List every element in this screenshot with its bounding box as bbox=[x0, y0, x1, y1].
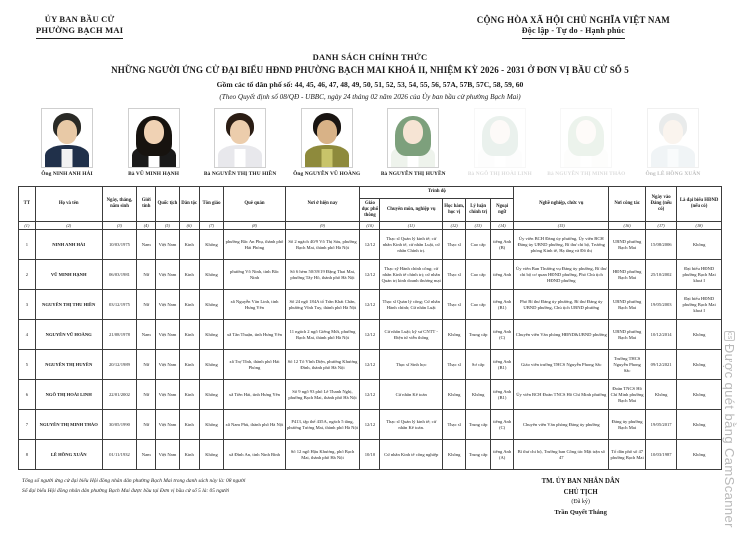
cell-academic: Thạc sĩ bbox=[442, 350, 465, 380]
cell-address: Số 9 ngõ 93 phố Lê Thanh Nghị, phường Bạch Mai, thành phố Hà Nội bbox=[285, 380, 360, 410]
table-row bbox=[19, 320, 722, 350]
cell-delegate: Không bbox=[677, 410, 722, 440]
cell-major: Thạc sĩ Sinh học bbox=[380, 350, 442, 380]
cell-tt: 4 bbox=[19, 320, 36, 350]
column-number: (4) bbox=[137, 222, 156, 230]
cell-ethnicity: Kinh bbox=[179, 410, 199, 440]
column-number: (15) bbox=[514, 222, 609, 230]
cell-nationality: Việt Nam bbox=[156, 290, 179, 320]
ward-name: PHƯỜNG BẠCH MAI bbox=[36, 25, 123, 38]
cell-education: 12/12 bbox=[360, 350, 380, 380]
cell-party-date: 09/12/2021 bbox=[646, 350, 677, 380]
cell-delegate: Không bbox=[677, 440, 722, 470]
cell-ethnicity: Kinh bbox=[179, 440, 199, 470]
cell-religion: Không bbox=[199, 350, 224, 380]
cell-education: 12/12 bbox=[360, 260, 380, 290]
cell-job: Ủy viên Ban Thường vụ Đảng ủy phường, Bí thư chi bộ cơ quan HĐND phường, Phó Chủ tịch HĐND phường bbox=[514, 260, 609, 290]
col-hometown: Quê quán bbox=[224, 187, 285, 222]
cell-language: tiếng Anh (B1) bbox=[490, 380, 513, 410]
document-title: DANH SÁCH CHÍNH THỨC bbox=[312, 51, 428, 62]
photo-face bbox=[403, 120, 423, 144]
cell-address: P413, tập thể 435A, ngách 5 tầng, phường Tương Mai, thành phố Hà Nội bbox=[285, 410, 360, 440]
column-number: (5) bbox=[156, 222, 179, 230]
cell-workplace: UBND phường Bạch Mai bbox=[609, 290, 646, 320]
column-number: (6) bbox=[179, 222, 199, 230]
cell-nationality: Việt Nam bbox=[156, 320, 179, 350]
cell-workplace: Đoàn TNCS Hồ Chí Minh phường Bạch Mai bbox=[609, 380, 646, 410]
cell-name: NINH ANH HẢI bbox=[35, 230, 102, 260]
national-motto: Độc lập - Tự do - Hạnh phúc bbox=[477, 26, 670, 39]
photo-collar bbox=[321, 149, 332, 167]
cell-language: tiếng Anh (B) bbox=[490, 230, 513, 260]
table-row bbox=[19, 230, 722, 260]
cell-language: tiếng Anh (B1) bbox=[490, 290, 513, 320]
cell-language: tiếng Anh (C) bbox=[490, 320, 513, 350]
cell-job: Bí thư chi bộ, Trưởng ban Công tác Mặt trận số 47 bbox=[514, 440, 609, 470]
candidate-photo bbox=[301, 108, 353, 168]
cell-hometown: xã Nguyễn Văn Linh, tỉnh Hưng Yên bbox=[224, 290, 285, 320]
table-head bbox=[19, 187, 722, 230]
column-number: (10) bbox=[360, 222, 380, 230]
candidate-photo-caption: Ông NINH ANH HẢI bbox=[41, 171, 93, 178]
candidate-photo-caption: Bà NGUYỄN THỊ THU HIỀN bbox=[203, 171, 277, 178]
cell-name: VŨ MINH HẠNH bbox=[35, 260, 102, 290]
photo-face bbox=[576, 120, 596, 144]
table-row bbox=[19, 290, 722, 320]
cell-job: Phó Bí thư Đảng ủy phường, Bí thư Đảng ủy UBND phường, Chủ tịch UBND phường bbox=[514, 290, 609, 320]
cell-religion: Không bbox=[199, 320, 224, 350]
cell-politics: Trung cấp bbox=[466, 410, 491, 440]
table-row bbox=[19, 260, 722, 290]
cell-name: LÊ HỒNG XUÂN bbox=[35, 440, 102, 470]
cell-religion: Không bbox=[199, 260, 224, 290]
cell-tt: 2 bbox=[19, 260, 36, 290]
cell-language: tiếng Anh bbox=[490, 260, 513, 290]
candidate-photo bbox=[560, 108, 612, 168]
photo-collar bbox=[62, 149, 73, 167]
cell-academic: Không bbox=[442, 320, 465, 350]
col-language: Ngoại ngữ bbox=[490, 198, 513, 222]
document-subtitle: NHỮNG NGƯỜI ỨNG CỬ ĐẠI BIỂU HĐND PHƯỜNG BẠCH MAI KHOÁ II, NHIỆM KỲ 2026 - 2031 Ở ĐƠN VỊ BẦU CỬ SỐ 5 bbox=[111, 64, 629, 75]
column-number: (14) bbox=[490, 222, 513, 230]
col-education: Giáo dục phổ thông bbox=[360, 198, 380, 222]
col-nationality: Quốc tịch bbox=[156, 187, 179, 222]
cell-name: NGUYỄN THỊ THU HIỀN bbox=[35, 290, 102, 320]
cell-education: 12/12 bbox=[360, 320, 380, 350]
cell-religion: Không bbox=[199, 290, 224, 320]
cell-major: Thạc sĩ Quản lý kinh tế; cử nhân Kinh tế, cử nhân Luật, cử nhân Chính trị. bbox=[380, 230, 442, 260]
camscanner-badge: cs bbox=[726, 332, 733, 340]
cell-dob: 10/03/1975 bbox=[102, 230, 137, 260]
footer-summary bbox=[22, 477, 412, 518]
cell-education: 10/10 bbox=[360, 440, 380, 470]
cell-hometown: xã Nam Phù, thành phố Hà Nội bbox=[224, 410, 285, 440]
cell-politics: Trung cấp bbox=[466, 320, 491, 350]
cell-address: 11 ngách 2 ngõ Giếng Mứt, phường Bạch Mai, thành phố Hà Nội bbox=[285, 320, 360, 350]
cell-major: Thạc sỹ Hành chính công; cử nhân Kinh tế chính trị; cử nhân Quản trị kinh doanh thương mại bbox=[380, 260, 442, 290]
cell-delegate: Không bbox=[677, 350, 722, 380]
column-number: (7) bbox=[199, 222, 224, 230]
cell-tt: 5 bbox=[19, 350, 36, 380]
cell-delegate: Không bbox=[677, 320, 722, 350]
cell-job: Ủy viên BCH Đảng ủy phường, Ủy viên BCH Đảng ủy UBND phường, Bí thư chi bộ, Trưởng phòng Kinh tế, Hạ tầng và Đô thị bbox=[514, 230, 609, 260]
col-ethnicity: Dân tộc bbox=[179, 187, 199, 222]
table-body bbox=[19, 230, 722, 470]
col-sex: Giới tính bbox=[137, 187, 156, 222]
cell-nationality: Việt Nam bbox=[156, 260, 179, 290]
candidate-card bbox=[197, 108, 283, 180]
cell-tt: 8 bbox=[19, 440, 36, 470]
cell-major: Cử nhân Kinh tế công nghiệp bbox=[380, 440, 442, 470]
candidate-photo bbox=[647, 108, 699, 168]
cell-education: 12/12 bbox=[360, 230, 380, 260]
cell-nationality: Việt Nam bbox=[156, 230, 179, 260]
cell-ethnicity: Kinh bbox=[179, 350, 199, 380]
cell-major: Cử nhân Luật; kỹ sư CNTT - Điện tử viễn thông bbox=[380, 320, 442, 350]
cell-ethnicity: Kinh bbox=[179, 380, 199, 410]
cell-address: Số 6 hẻm 50/39/19 Đặng Thai Mai, phường Tây Hồ, thành phố Hà Nội bbox=[285, 260, 360, 290]
cell-dob: 30/05/1990 bbox=[102, 410, 137, 440]
column-number: (16) bbox=[609, 222, 646, 230]
cell-politics: Cao cấp bbox=[466, 260, 491, 290]
candidate-photo-caption: Ông NGUYỄN VŨ HOÀNG bbox=[293, 171, 361, 178]
cell-sex: Nữ bbox=[137, 350, 156, 380]
col-party-date: Ngày vào Đảng (nếu có) bbox=[646, 187, 677, 222]
col-name: Họ và tên bbox=[35, 187, 102, 222]
candidate-photo-caption: Bà NGUYỄN THỊ HUYỀN bbox=[380, 171, 446, 178]
cell-sex: Nam bbox=[137, 440, 156, 470]
header-group-row bbox=[19, 187, 722, 198]
cell-major: Cử nhân Kế toán bbox=[380, 380, 442, 410]
cell-party-date: 15/08/2006 bbox=[646, 230, 677, 260]
cell-academic: Không bbox=[442, 440, 465, 470]
candidate-photo-caption: Bà NGÔ THỊ HOÀI LINH bbox=[467, 171, 532, 178]
table-row bbox=[19, 410, 722, 440]
column-number: (8) bbox=[224, 222, 285, 230]
candidate-photo bbox=[41, 108, 93, 168]
cell-party-date: 19/05/2017 bbox=[646, 410, 677, 440]
signature-position: CHỦ TỊCH bbox=[563, 488, 598, 496]
cell-hometown: xã Đình An, tỉnh Ninh Bình bbox=[224, 440, 285, 470]
cell-job: Ủy viên BCH Đoàn TNCS Hồ Chí Minh phường bbox=[514, 380, 609, 410]
header-left-block bbox=[36, 14, 123, 39]
candidate-photo-strip bbox=[18, 108, 722, 180]
column-number: (3) bbox=[102, 222, 137, 230]
candidate-photo bbox=[387, 108, 439, 168]
candidate-photo-caption: Bà VŨ MINH HẠNH bbox=[128, 171, 180, 178]
cell-language: tiếng Anh (C) bbox=[490, 410, 513, 440]
candidate-photo bbox=[128, 108, 180, 168]
cell-address: Số 12 Tô Vĩnh Diện, phường Khương Đình, thành phố Hà Nội bbox=[285, 350, 360, 380]
decision-reference: (Theo Quyết định số 08/QĐ - UBBC, ngày 24 tháng 02 năm 2026 của Ủy ban bầu cử phường Bạch Mai) bbox=[219, 92, 521, 101]
column-number: (1) bbox=[19, 222, 36, 230]
cell-academic: Thạc sĩ bbox=[442, 410, 465, 440]
cell-hometown: xã Tiền Hải, tỉnh Hưng Yên bbox=[224, 380, 285, 410]
cell-name: NGUYỄN THỊ MINH THẢO bbox=[35, 410, 102, 440]
signature-org: TM. ỦY BAN NHÂN DÂN bbox=[541, 478, 620, 486]
photo-collar bbox=[235, 149, 246, 167]
cell-sex: Nữ bbox=[137, 410, 156, 440]
cell-academic: Thạc sĩ bbox=[442, 260, 465, 290]
col-job: Nghề nghiệp, chức vụ bbox=[514, 187, 609, 222]
cell-tt: 7 bbox=[19, 410, 36, 440]
photo-face bbox=[490, 120, 510, 144]
cell-language: tiếng Anh (A) bbox=[490, 440, 513, 470]
cell-ethnicity: Kinh bbox=[179, 260, 199, 290]
candidate-photo bbox=[474, 108, 526, 168]
col-politics: Lý luận chính trị bbox=[466, 198, 491, 222]
cell-tt: 3 bbox=[19, 290, 36, 320]
seats-note: Số đại biểu Hội đồng nhân dân phường Bạch Mai được bầu tại Đơn vị bầu cử số 5 là: 05 người bbox=[22, 487, 229, 494]
photo-collar bbox=[667, 149, 678, 167]
candidate-card bbox=[24, 108, 110, 180]
cell-name: NGUYỄN VŨ HOÀNG bbox=[35, 320, 102, 350]
cell-academic: Thạc sĩ bbox=[442, 230, 465, 260]
column-number: (13) bbox=[466, 222, 491, 230]
col-dob: Ngày, tháng, năm sinh bbox=[102, 187, 137, 222]
camscanner-watermark bbox=[722, 331, 737, 528]
column-number: (17) bbox=[646, 222, 677, 230]
cell-party-date: 10/03/1987 bbox=[646, 440, 677, 470]
cell-party-date: Không bbox=[646, 380, 677, 410]
signature-signed-note: (Đã ký) bbox=[571, 499, 590, 506]
cell-education: 12/12 bbox=[360, 380, 380, 410]
column-number: (12) bbox=[442, 222, 465, 230]
document-header bbox=[18, 14, 722, 39]
cell-hometown: phường Võ Ninh, tỉnh Bắc Ninh bbox=[224, 260, 285, 290]
cell-language: tiếng Anh (B1) bbox=[490, 350, 513, 380]
cell-religion: Không bbox=[199, 380, 224, 410]
cell-name: NGÔ THỊ HOÀI LINH bbox=[35, 380, 102, 410]
photo-face bbox=[317, 120, 337, 144]
camscanner-text: Được quét bằng CamScanner bbox=[722, 343, 737, 528]
column-number-row bbox=[19, 222, 722, 230]
col-religion: Tôn giáo bbox=[199, 187, 224, 222]
cell-ethnicity: Kinh bbox=[179, 230, 199, 260]
candidate-card bbox=[630, 108, 716, 180]
cell-delegate: Đại biểu HĐND phường Bạch Mai khoá I bbox=[677, 260, 722, 290]
photo-face bbox=[144, 120, 164, 144]
cell-politics: Trung cấp bbox=[466, 440, 491, 470]
candidate-card bbox=[284, 108, 370, 180]
col-academic: Học hàm, học vị bbox=[442, 198, 465, 222]
candidate-photo-caption: Ông LÊ HỒNG XUÂN bbox=[645, 171, 701, 178]
cell-education: 12/12 bbox=[360, 290, 380, 320]
cell-politics: Cao cấp bbox=[466, 230, 491, 260]
cell-workplace: HĐND phường Bạch Mai bbox=[609, 260, 646, 290]
cell-job: Chuyên viên Văn phòng Đảng ủy phường bbox=[514, 410, 609, 440]
residential-groups: Gồm các tổ dân phố số: 44, 45, 46, 47, 48, 49, 50, 51, 52, 53, 54, 55, 56, 57A, 57B, 57C, 58, 59, 60 bbox=[216, 80, 524, 90]
col-major: Chuyên môn, nghiệp vụ bbox=[380, 198, 442, 222]
cell-dob: 03/12/1975 bbox=[102, 290, 137, 320]
photo-face bbox=[230, 120, 250, 144]
cell-address: Số 24 ngõ 184A tổ Trần Khát Chân, phường Vĩnh Tuy, thành phố Hà Nội bbox=[285, 290, 360, 320]
col-workplace: Nơi công tác bbox=[609, 187, 646, 222]
cell-academic: Thạc sĩ bbox=[442, 290, 465, 320]
cell-dob: 06/03/1981 bbox=[102, 260, 137, 290]
cell-nationality: Việt Nam bbox=[156, 380, 179, 410]
cell-religion: Không bbox=[199, 410, 224, 440]
total-candidates-note: Tổng số người ứng cử đại biểu Hội đồng nhân dân phường Bạch Mai trong danh sách này là: 08 người bbox=[22, 478, 246, 485]
col-tt: TT bbox=[19, 187, 36, 222]
header-right-block bbox=[477, 14, 670, 39]
national-title: CỘNG HÒA XÃ HỘI CHỦ NGHĨA VIỆT NAM bbox=[476, 15, 670, 25]
cell-delegate: Đại biểu HĐND phường Bạch Mai khoá I bbox=[677, 290, 722, 320]
cell-dob: 22/01/2002 bbox=[102, 380, 137, 410]
candidate-photo-caption: Bà NGUYỄN THỊ MINH THẢO bbox=[547, 171, 626, 178]
cell-politics: Không bbox=[466, 380, 491, 410]
committee-name: ỦY BAN BẦU CỬ bbox=[44, 14, 115, 24]
cell-tt: 6 bbox=[19, 380, 36, 410]
cell-politics: Cao cấp bbox=[466, 290, 491, 320]
cell-religion: Không bbox=[199, 440, 224, 470]
cell-workplace: Tổ dân phố số 47 phường Bạch Mai bbox=[609, 440, 646, 470]
photo-face bbox=[663, 120, 683, 144]
cell-workplace: Trường THCS Nguyễn Phong Sắc bbox=[609, 350, 646, 380]
candidate-card bbox=[111, 108, 197, 180]
cell-nationality: Việt Nam bbox=[156, 410, 179, 440]
cell-workplace: UBND phường Bạch Mai bbox=[609, 320, 646, 350]
cell-major: Thạc sĩ Quản lý kinh tế; cử nhân Kế toán. bbox=[380, 410, 442, 440]
candidate-card bbox=[457, 108, 543, 180]
cell-nationality: Việt Nam bbox=[156, 440, 179, 470]
cell-nationality: Việt Nam bbox=[156, 350, 179, 380]
cell-tt: 1 bbox=[19, 230, 36, 260]
candidate-roster-table bbox=[18, 186, 722, 470]
cell-party-date: 19/05/2003 bbox=[646, 290, 677, 320]
cell-dob: 01/11/1932 bbox=[102, 440, 137, 470]
cell-name: NGUYỄN THỊ HUYỀN bbox=[35, 350, 102, 380]
cell-hometown: xã Tân Thuận, tỉnh Hưng Yên bbox=[224, 320, 285, 350]
cell-sex: Nữ bbox=[137, 380, 156, 410]
candidate-card bbox=[543, 108, 629, 180]
cell-delegate: Không bbox=[677, 230, 722, 260]
cell-ethnicity: Kinh bbox=[179, 290, 199, 320]
cell-sex: Nữ bbox=[137, 260, 156, 290]
table-row bbox=[19, 350, 722, 380]
cell-party-date: 25/10/2002 bbox=[646, 260, 677, 290]
column-number: (9) bbox=[285, 222, 360, 230]
cell-dob: 21/08/1978 bbox=[102, 320, 137, 350]
document-footer bbox=[18, 477, 722, 518]
cell-major: Thạc sĩ Quản lý công; Cử nhân Hành chính; Cử nhân Luật bbox=[380, 290, 442, 320]
cell-job: Chuyên viên Văn phòng HĐND&UBND phường bbox=[514, 320, 609, 350]
col-address: Nơi ở hiện nay bbox=[285, 187, 360, 222]
cell-academic: Không bbox=[442, 380, 465, 410]
cell-workplace: UBND phường Bạch Mai bbox=[609, 230, 646, 260]
cell-hometown: phường Bắc An Phụ, thành phố Hải Phòng bbox=[224, 230, 285, 260]
signature-block bbox=[469, 477, 692, 518]
column-number: (18) bbox=[677, 222, 722, 230]
cell-politics: Sơ cấp bbox=[466, 350, 491, 380]
signature-name: Trần Quyết Thắng bbox=[554, 508, 607, 516]
col-delegate: Là đại biểu HĐND (nếu có) bbox=[677, 187, 722, 222]
cell-sex: Nam bbox=[137, 320, 156, 350]
cell-delegate: Không bbox=[677, 380, 722, 410]
table-row bbox=[19, 440, 722, 470]
column-number: (11) bbox=[380, 222, 442, 230]
cell-hometown: xã Trợ Tĩnh, thành phố Hải Phòng bbox=[224, 350, 285, 380]
candidate-card bbox=[370, 108, 456, 180]
photo-face bbox=[57, 120, 77, 144]
column-number: (2) bbox=[35, 222, 102, 230]
cell-dob: 20/12/1989 bbox=[102, 350, 137, 380]
cell-workplace: Đảng ủy phường Bạch Mai bbox=[609, 410, 646, 440]
cell-address: Số 2 ngách 40/9 Võ Thị Sáu, phường Bạch Mai, thành phố Hà Nội bbox=[285, 230, 360, 260]
col-group-education-level: Trình độ bbox=[360, 187, 514, 198]
cell-sex: Nữ bbox=[137, 290, 156, 320]
cell-sex: Nam bbox=[137, 230, 156, 260]
title-block bbox=[18, 51, 722, 102]
cell-ethnicity: Kinh bbox=[179, 320, 199, 350]
cell-education: 12/12 bbox=[360, 410, 380, 440]
cell-address: Số 12 ngõ Hậu Khương, phố Bạch Mai, thành phố Hà Nội bbox=[285, 440, 360, 470]
candidate-photo bbox=[214, 108, 266, 168]
table-row bbox=[19, 380, 722, 410]
cell-party-date: 10/12/2014 bbox=[646, 320, 677, 350]
cell-religion: Không bbox=[199, 230, 224, 260]
cell-job: Giáo viên trường THCS Nguyễn Phong Sắc bbox=[514, 350, 609, 380]
